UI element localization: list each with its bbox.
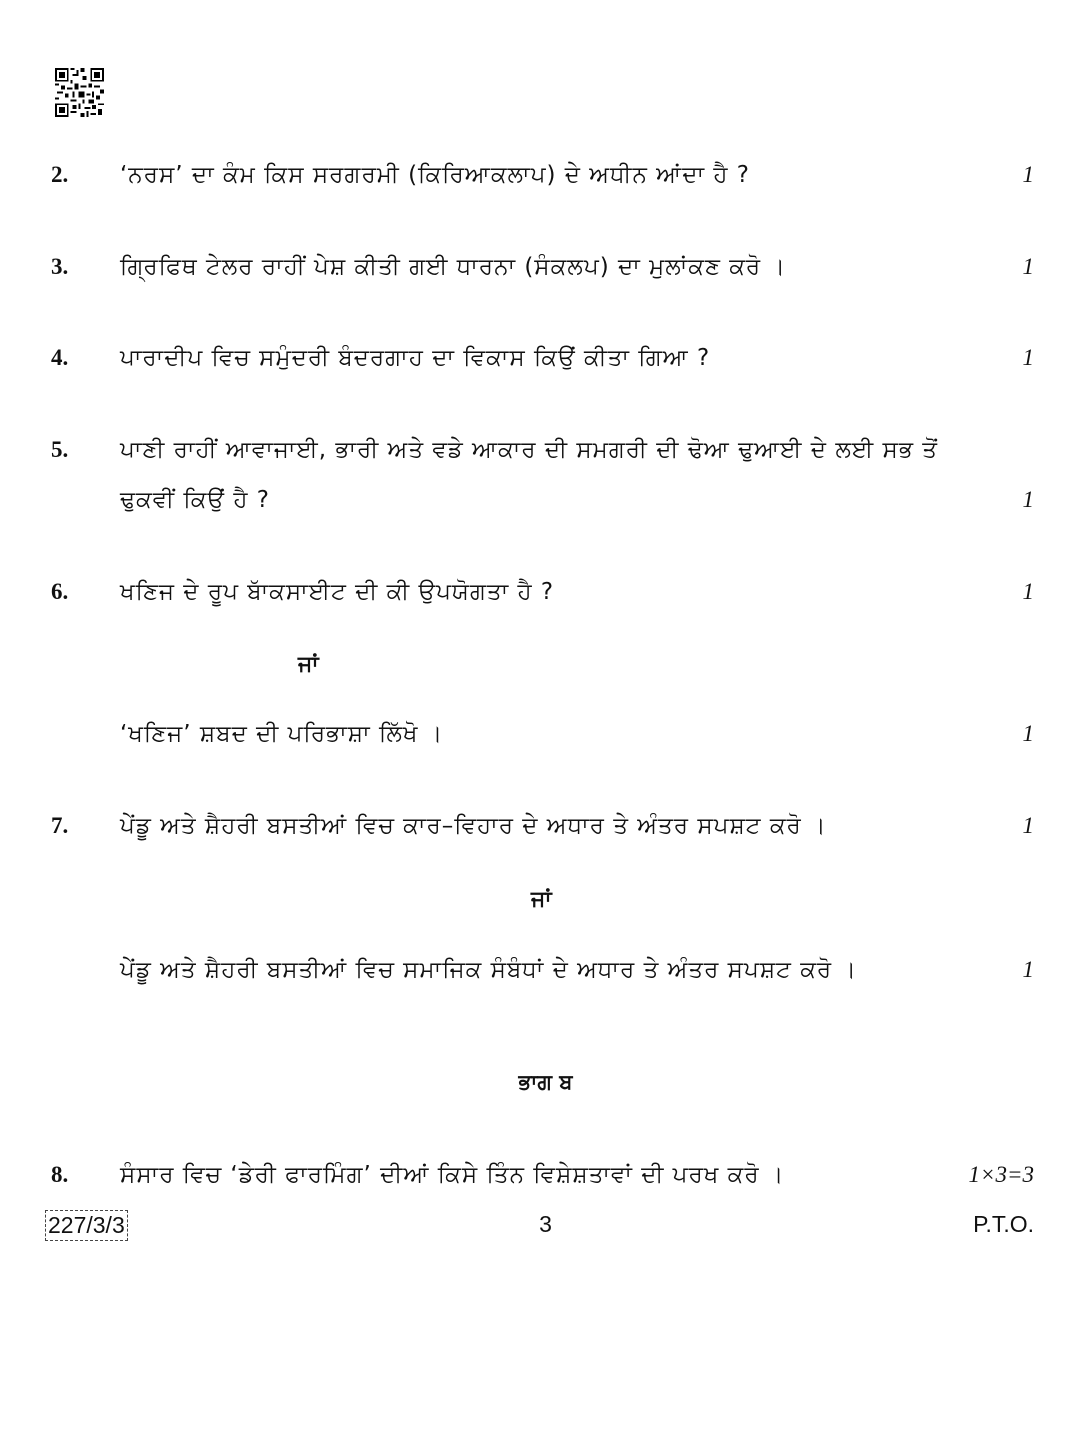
question-number: 3. — [51, 254, 69, 279]
or-separator: ਜਾਂ — [298, 652, 319, 677]
alternative-question-text: ‘ਖਣਿਜ’ ਸ਼ਬਦ ਦੀ ਪਰਿਭਾਸ਼ਾ ਲਿੱਖੋ । — [120, 721, 444, 747]
question-marks: 1 — [1022, 579, 1034, 604]
question-text: ‘ਨਰਸ’ ਦਾ ਕੰਮ ਕਿਸ ਸਰਗਰਮੀ (ਕਿਰਿਆਕਲਾਪ) ਦੇ ਅਧੀਨ ਆਂਦਾ ਹੈ ? — [120, 162, 751, 188]
alternative-question-marks: 1 — [1022, 721, 1034, 746]
qr-code-icon — [55, 68, 104, 117]
question-text: ਪੇਂਡੂ ਅਤੇ ਸ਼ੈਹਰੀ ਬਸਤੀਆਂ ਵਿਚ ਕਾਰ–ਵਿਹਾਰ ਦੇ ਅਧਾਰ ਤੇ ਅੰਤਰ ਸਪਸ਼ਟ ਕਰੋ । — [120, 813, 827, 839]
question-number: 6. — [51, 579, 69, 604]
question-marks: 1×3=3 — [968, 1162, 1034, 1187]
or-separator: ਜਾਂ — [531, 887, 552, 912]
question-text: ਸੰਸਾਰ ਵਿਚ ‘ਡੇਰੀ ਫਾਰਮਿੰਗ’ ਦੀਆਂ ਕਿਸੇ ਤਿੰਨ ਵਿਸ਼ੇਸ਼ਤਾਵਾਂ ਦੀ ਪਰਖ ਕਰੋ । — [120, 1162, 785, 1188]
question-marks: 1 — [1022, 254, 1034, 279]
paper-code: 227/3/3 — [45, 1210, 128, 1241]
alternative-question-text: ਪੇਂਡੂ ਅਤੇ ਸ਼ੈਹਰੀ ਬਸਤੀਆਂ ਵਿਚ ਸਮਾਜਿਕ ਸੰਬੰਧਾਂ ਦੇ ਅਧਾਰ ਤੇ ਅੰਤਰ ਸਪਸ਼ਟ ਕਰੋ । — [120, 957, 857, 983]
section-title: ਭਾਗ ਬ — [518, 1070, 573, 1094]
please-turn-over: P.T.O. — [973, 1211, 1034, 1237]
question-marks: 1 — [1022, 345, 1034, 370]
question-number: 2. — [51, 162, 69, 187]
question-number: 5. — [51, 437, 69, 462]
question-number: 7. — [51, 813, 69, 838]
question-text: ਖਣਿਜ ਦੇ ਰੂਪ ਬਾੱਕਸਾਈਟ ਦੀ ਕੀ ਉਪਯੋਗਤਾ ਹੈ ? — [120, 579, 555, 605]
question-text: ਪਾਰਾਦੀਪ ਵਿਚ ਸਮੁੰਦਰੀ ਬੰਦਰਗਾਹ ਦਾ ਵਿਕਾਸ ਕਿਉਂ ਕੀਤਾ ਗਿਆ ? — [120, 345, 711, 371]
page-number: 3 — [539, 1211, 552, 1237]
question-number: 8. — [51, 1162, 69, 1187]
question-text: ਪਾਣੀ ਰਾਹੀਂ ਆਵਾਜਾਈ, ਭਾਰੀ ਅਤੇ ਵਡੇ ਆਕਾਰ ਦੀ ਸਮਗਰੀ ਦੀ ਢੋਆ ਢੁਆਈ ਦੇ ਲਈ ਸਭ ਤੋਂ ਢੁਕਵੀਂ ਕਿਉਂ ਹੈ ? — [120, 437, 938, 513]
question-marks: 1 — [1022, 487, 1034, 512]
alternative-question-marks: 1 — [1022, 957, 1034, 982]
question-number: 4. — [51, 345, 69, 370]
question-text: ਗ੍ਰਿਫਿਥ ਟੇਲਰ ਰਾਹੀਂ ਪੇਸ਼ ਕੀਤੀ ਗਈ ਧਾਰਨਾ (ਸੰਕਲਪ) ਦਾ ਮੁਲਾਂਕਣ ਕਰੋ । — [120, 254, 787, 280]
question-marks: 1 — [1022, 162, 1034, 187]
question-marks: 1 — [1022, 813, 1034, 838]
